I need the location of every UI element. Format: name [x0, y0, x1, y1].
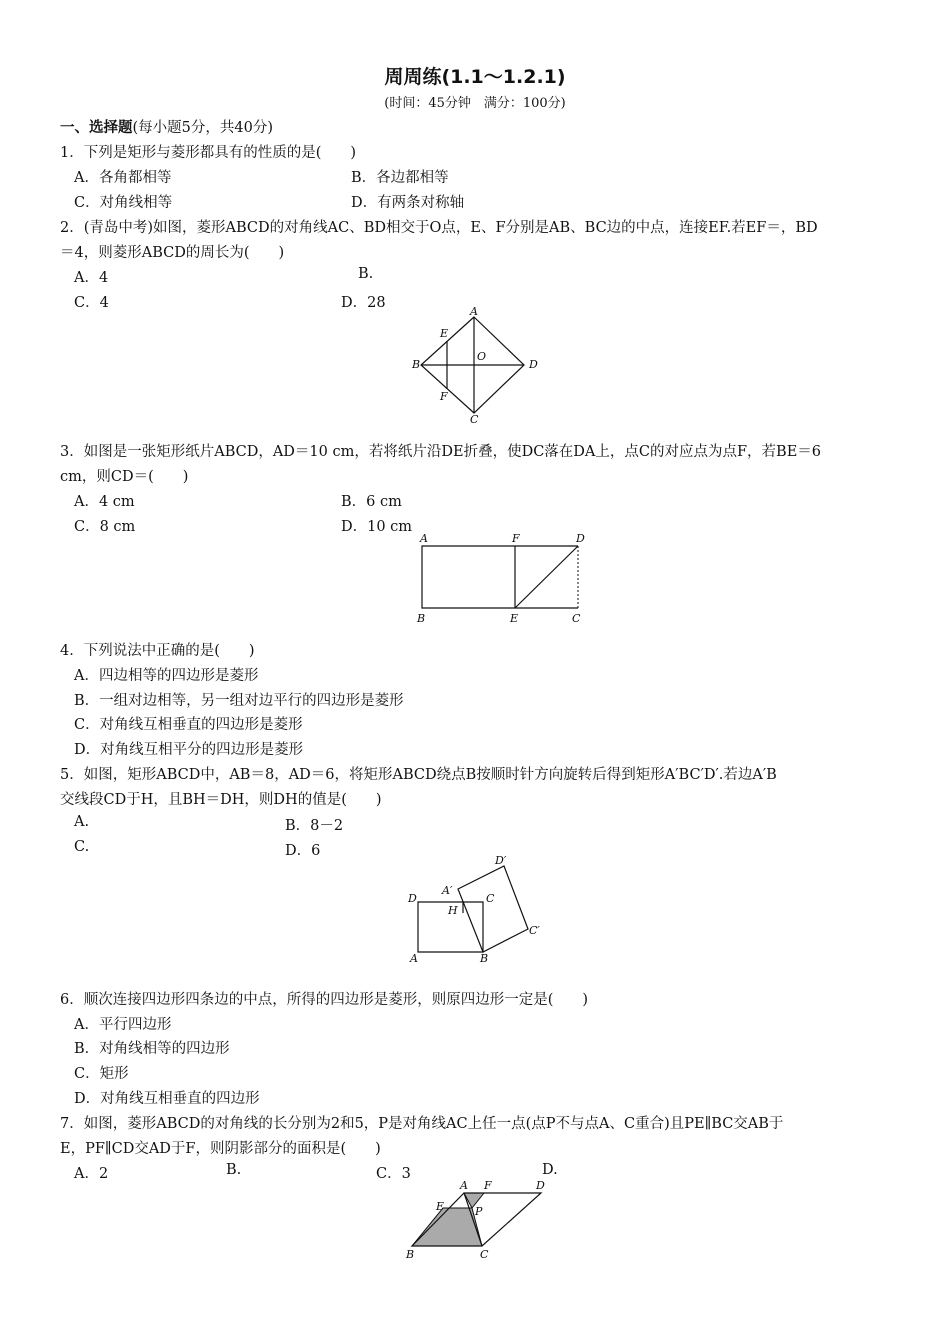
q2-option-d: D．28: [341, 295, 386, 311]
q5-label-h: H: [448, 904, 458, 917]
q2-label-d: D: [529, 358, 538, 371]
q7-option-b: B.: [226, 1162, 242, 1178]
q7-rhombus-shaded-figure: [398, 1178, 568, 1264]
q7-label-c: C: [480, 1248, 489, 1261]
q2-label-a: A: [470, 305, 478, 318]
q4-option-c: C．对角线互相垂直的四边形是菱形: [74, 717, 303, 733]
q5-stem-line2: 交线段CD于H，且BH＝DH，则DH的值是( ): [60, 792, 382, 808]
q1-stem: 1．下列是矩形与菱形都具有的性质的是( ): [60, 145, 357, 161]
q5-label-d: D: [408, 892, 417, 905]
q5-label-c-prime: C′: [529, 924, 540, 937]
q1-option-b: B．各边都相等: [351, 170, 449, 186]
section-title: 一、选择题: [60, 120, 133, 136]
page-title: 周周练(1.1～1.2.1): [384, 66, 566, 88]
q7-option-d: D.: [542, 1162, 558, 1178]
q3-label-a: A: [420, 532, 428, 545]
q6-option-b: B．对角线相等的四边形: [74, 1041, 230, 1057]
q5-label-b: B: [480, 952, 489, 965]
q5-rotated-rectangle-figure: [402, 852, 562, 970]
q5-option-a: A.: [74, 814, 90, 830]
q7-label-a: A: [460, 1179, 468, 1192]
q5-label-a-prime: A′: [442, 884, 453, 897]
q5-label-d-prime: D′: [495, 854, 507, 867]
q3-option-c: C．8 cm: [74, 519, 136, 535]
q6-option-d: D．对角线互相垂直的四边形: [74, 1091, 260, 1107]
q2-label-c: C: [470, 413, 479, 426]
q3-folded-rectangle-figure: [412, 530, 592, 630]
q4-option-a: A．四边相等的四边形是菱形: [74, 668, 259, 684]
q7-option-c: C．3: [376, 1166, 411, 1182]
q2-label-f: F: [440, 390, 448, 403]
section-note: (每小题5分，共40分): [132, 120, 273, 136]
q2-option-a: A．4: [74, 270, 109, 286]
q2-stem-line1: 2．(青岛中考)如图，菱形ABCD的对角线AC、BD相交于O点，E、F分别是AB、BC边的中点，连接EF.若EF＝，BD: [60, 220, 818, 236]
q3-stem-line2: cm，则CD＝( ): [60, 469, 189, 485]
q3-label-b: B: [417, 612, 426, 625]
q7-stem-line1: 7．如图，菱形ABCD的对角线的长分别为2和5，P是对角线AC上任一点(点P不与点A、C重合)且PE∥BC交AB于: [60, 1116, 784, 1132]
q6-option-a: A．平行四边形: [74, 1017, 172, 1033]
q2-stem-line2: ＝4，则菱形ABCD的周长为( ): [60, 245, 285, 261]
q7-label-b: B: [406, 1248, 415, 1261]
q3-option-d: D．10 cm: [341, 519, 413, 535]
q3-label-c: C: [572, 612, 581, 625]
q2-label-o: O: [477, 350, 487, 363]
q3-option-b: B．6 cm: [341, 494, 402, 510]
q2-label-b: B: [412, 358, 421, 371]
q3-label-e: E: [510, 612, 519, 625]
q4-option-b: B．一组对边相等，另一组对边平行的四边形是菱形: [74, 693, 404, 709]
q3-label-d: D: [576, 532, 585, 545]
q7-label-d: D: [536, 1179, 545, 1192]
q7-label-p: P: [475, 1205, 483, 1218]
q7-option-a: A．2: [74, 1166, 109, 1182]
exam-info: (时间：45分钟 满分：100分): [384, 96, 566, 111]
q1-option-c: C．对角线相等: [74, 195, 173, 211]
q3-option-a: A．4 cm: [74, 494, 135, 510]
q1-option-d: D．有两条对称轴: [351, 195, 465, 211]
q4-option-d: D．对角线互相平分的四边形是菱形: [74, 742, 304, 758]
q2-option-c: C．4: [74, 295, 109, 311]
q4-stem: 4．下列说法中正确的是( ): [60, 643, 255, 659]
q6-stem: 6．顺次连接四边形四条边的中点，所得的四边形是菱形，则原四边形一定是( ): [60, 992, 589, 1008]
q6-option-c: C．矩形: [74, 1066, 129, 1082]
q5-option-c: C.: [74, 839, 90, 855]
q3-stem-line1: 3．如图是一张矩形纸片ABCD，AD＝10 cm，若将纸片沿DE折叠，使DC落在DA上，点C的对应点为点F，若BE＝6: [60, 444, 822, 460]
q5-option-b: B．8－2: [285, 818, 344, 834]
q2-option-b: B.: [358, 266, 374, 282]
q5-option-d: D．6: [285, 843, 321, 859]
q7-stem-line2: E，PF∥CD交AD于F，则阴影部分的面积是( ): [60, 1141, 381, 1157]
q5-stem-line1: 5．如图，矩形ABCD中，AB＝8，AD＝6，将矩形ABCD绕点B按顺时针方向旋转后得到矩形A′BC′D′.若边A′B: [60, 767, 777, 783]
q1-option-a: A．各角都相等: [74, 170, 172, 186]
section-heading: [60, 116, 273, 137]
q3-label-f: F: [512, 532, 520, 545]
q2-rhombus-figure: [400, 305, 550, 425]
q7-label-e: E: [436, 1200, 445, 1213]
q7-label-f: F: [484, 1179, 492, 1192]
q5-label-a: A: [410, 952, 418, 965]
q5-label-c: C: [486, 892, 495, 905]
q2-label-e: E: [440, 327, 449, 340]
